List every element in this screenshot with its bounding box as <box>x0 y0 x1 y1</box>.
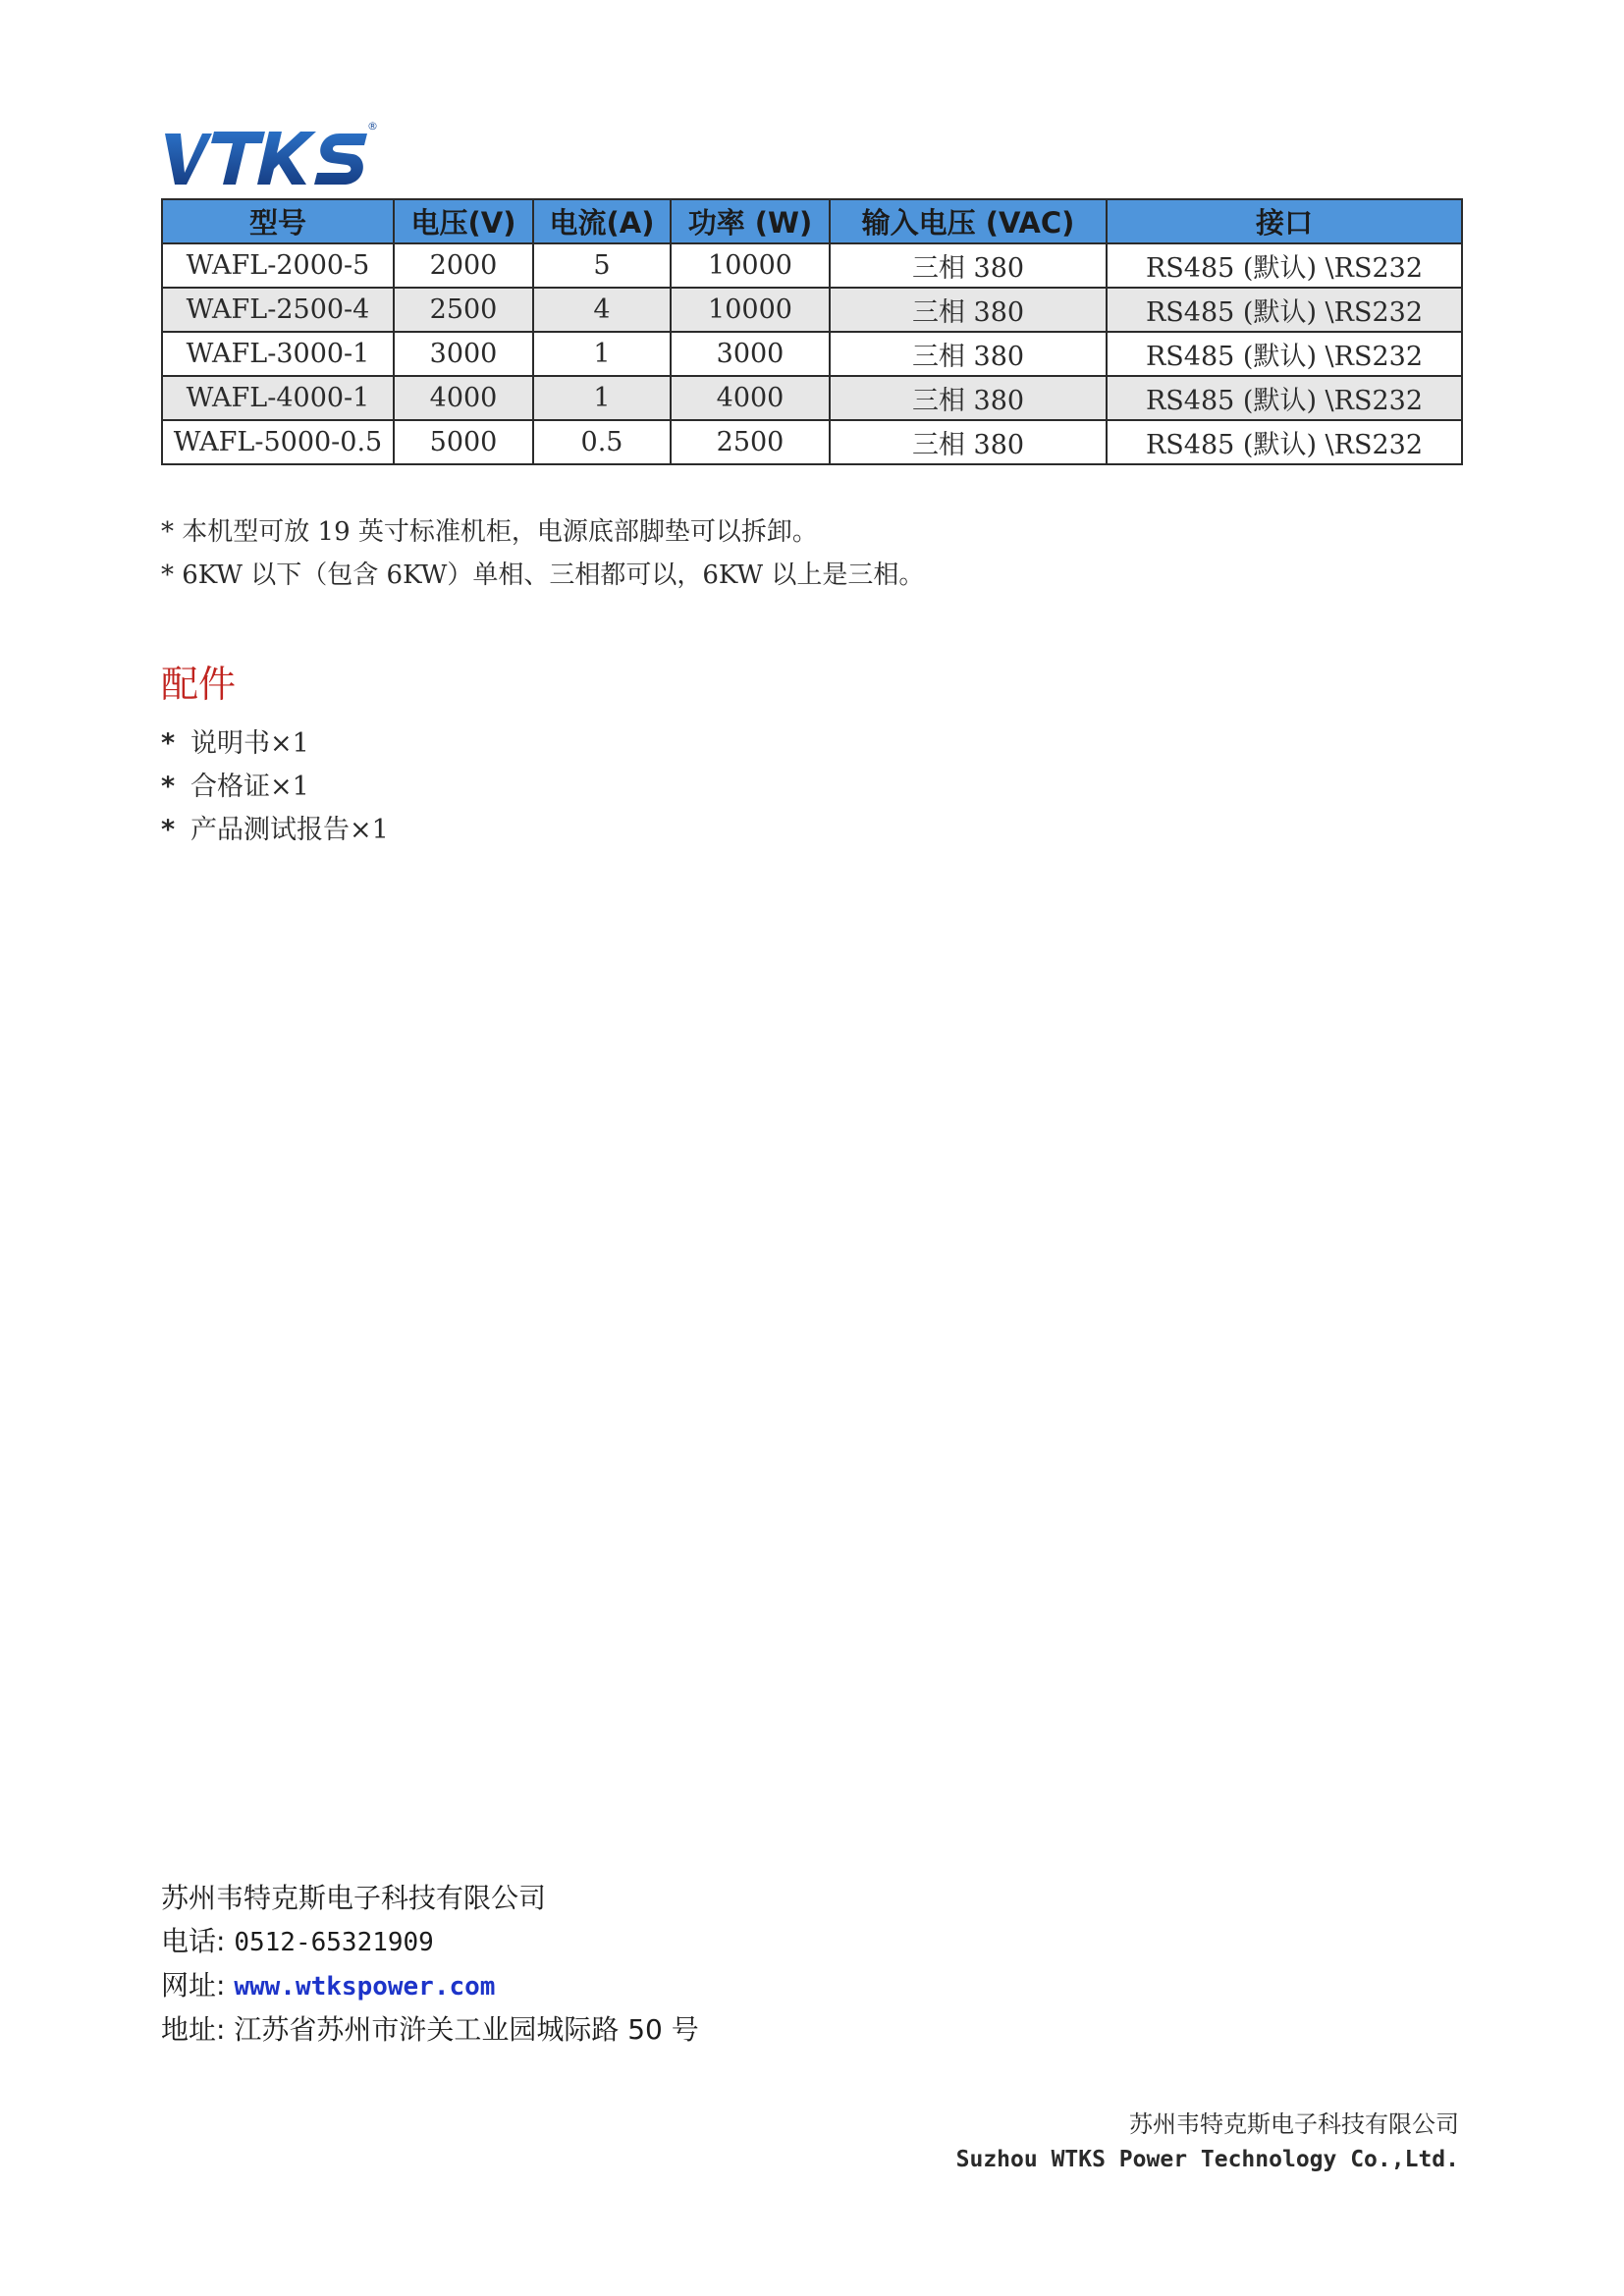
website-line <box>161 1964 699 2008</box>
address-label: 地址: <box>161 2013 226 2046</box>
bullet-star: * <box>161 815 176 845</box>
phone-value: 0512-65321909 <box>234 1928 434 1957</box>
cell-model: WAFL-3000-1 <box>162 332 394 376</box>
registered-mark: ® <box>367 120 378 133</box>
phone-label: 电话: <box>161 1925 226 1957</box>
table-row <box>162 288 1462 332</box>
website-label: 网址: <box>161 1969 226 2002</box>
cell-power: 3000 <box>671 332 830 376</box>
cell-input-voltage: 三相 380 <box>830 376 1107 420</box>
list-item-label: 合格证×1 <box>190 772 309 802</box>
cell-model: WAFL-5000-0.5 <box>162 420 394 464</box>
header-power: 功率 (W) <box>671 199 830 243</box>
cell-input-voltage: 三相 380 <box>830 332 1107 376</box>
cell-current: 0.5 <box>533 420 671 464</box>
cell-voltage: 2500 <box>394 288 533 332</box>
footer-company-cn: 苏州韦特克斯电子科技有限公司 <box>1129 2110 1459 2138</box>
header-input-voltage: 输入电压 (VAC) <box>830 199 1107 243</box>
cell-input-voltage: 三相 380 <box>830 420 1107 464</box>
note-line: * 6KW 以下（包含 6KW）单相、三相都可以，6KW 以上是三相。 <box>161 561 925 590</box>
cell-power: 4000 <box>671 376 830 420</box>
cell-current: 4 <box>533 288 671 332</box>
table-row <box>162 243 1462 288</box>
cell-interface: RS485 (默认) \RS232 <box>1107 332 1462 376</box>
list-item-label: 产品测试报告×1 <box>190 815 389 845</box>
header-interface: 接口 <box>1107 199 1462 243</box>
bullet-star: * <box>161 728 176 759</box>
footer-company-en: Suzhou WTKS Power Technology Co.,Ltd. <box>955 2147 1459 2172</box>
accessories-title: 配件 <box>161 663 237 706</box>
cell-model: WAFL-4000-1 <box>162 376 394 420</box>
page-footer <box>956 2107 1459 2177</box>
cell-voltage: 4000 <box>394 376 533 420</box>
note-line: * 本机型可放 19 英寸标准机柜，电源底部脚垫可以拆卸。 <box>161 517 818 547</box>
table-row <box>162 420 1462 464</box>
cell-model: WAFL-2500-4 <box>162 288 394 332</box>
list-item <box>161 722 389 766</box>
website-link[interactable]: www.wtkspower.com <box>234 1972 496 2002</box>
notes <box>161 510 924 597</box>
bullet-star: * <box>161 772 176 802</box>
list-item <box>161 809 389 852</box>
table-row <box>162 376 1462 420</box>
cell-current: 1 <box>533 376 671 420</box>
list-item <box>161 766 389 809</box>
table-header-row <box>162 199 1462 243</box>
contact-block <box>161 1877 699 2052</box>
address-value: 江苏省苏州市浒关工业园城际路 50 号 <box>234 2013 699 2046</box>
cell-power: 10000 <box>671 243 830 288</box>
table-row <box>162 332 1462 376</box>
cell-interface: RS485 (默认) \RS232 <box>1107 420 1462 464</box>
phone-line <box>161 1920 699 1964</box>
cell-power: 10000 <box>671 288 830 332</box>
cell-interface: RS485 (默认) \RS232 <box>1107 288 1462 332</box>
list-item-label: 说明书×1 <box>190 728 309 759</box>
cell-voltage: 2000 <box>394 243 533 288</box>
cell-current: 5 <box>533 243 671 288</box>
header-voltage: 电压(V) <box>394 199 533 243</box>
cell-input-voltage: 三相 380 <box>830 243 1107 288</box>
cell-power: 2500 <box>671 420 830 464</box>
cell-interface: RS485 (默认) \RS232 <box>1107 376 1462 420</box>
header-current: 电流(A) <box>533 199 671 243</box>
cell-interface: RS485 (默认) \RS232 <box>1107 243 1462 288</box>
accessories-list <box>161 722 389 852</box>
company-name: 苏州韦特克斯电子科技有限公司 <box>161 1882 547 1914</box>
cell-input-voltage: 三相 380 <box>830 288 1107 332</box>
spec-table <box>161 198 1463 465</box>
company-logo <box>163 116 379 196</box>
cell-current: 1 <box>533 332 671 376</box>
cell-model: WAFL-2000-5 <box>162 243 394 288</box>
address-line <box>161 2008 699 2052</box>
cell-voltage: 3000 <box>394 332 533 376</box>
header-model: 型号 <box>162 199 394 243</box>
cell-voltage: 5000 <box>394 420 533 464</box>
